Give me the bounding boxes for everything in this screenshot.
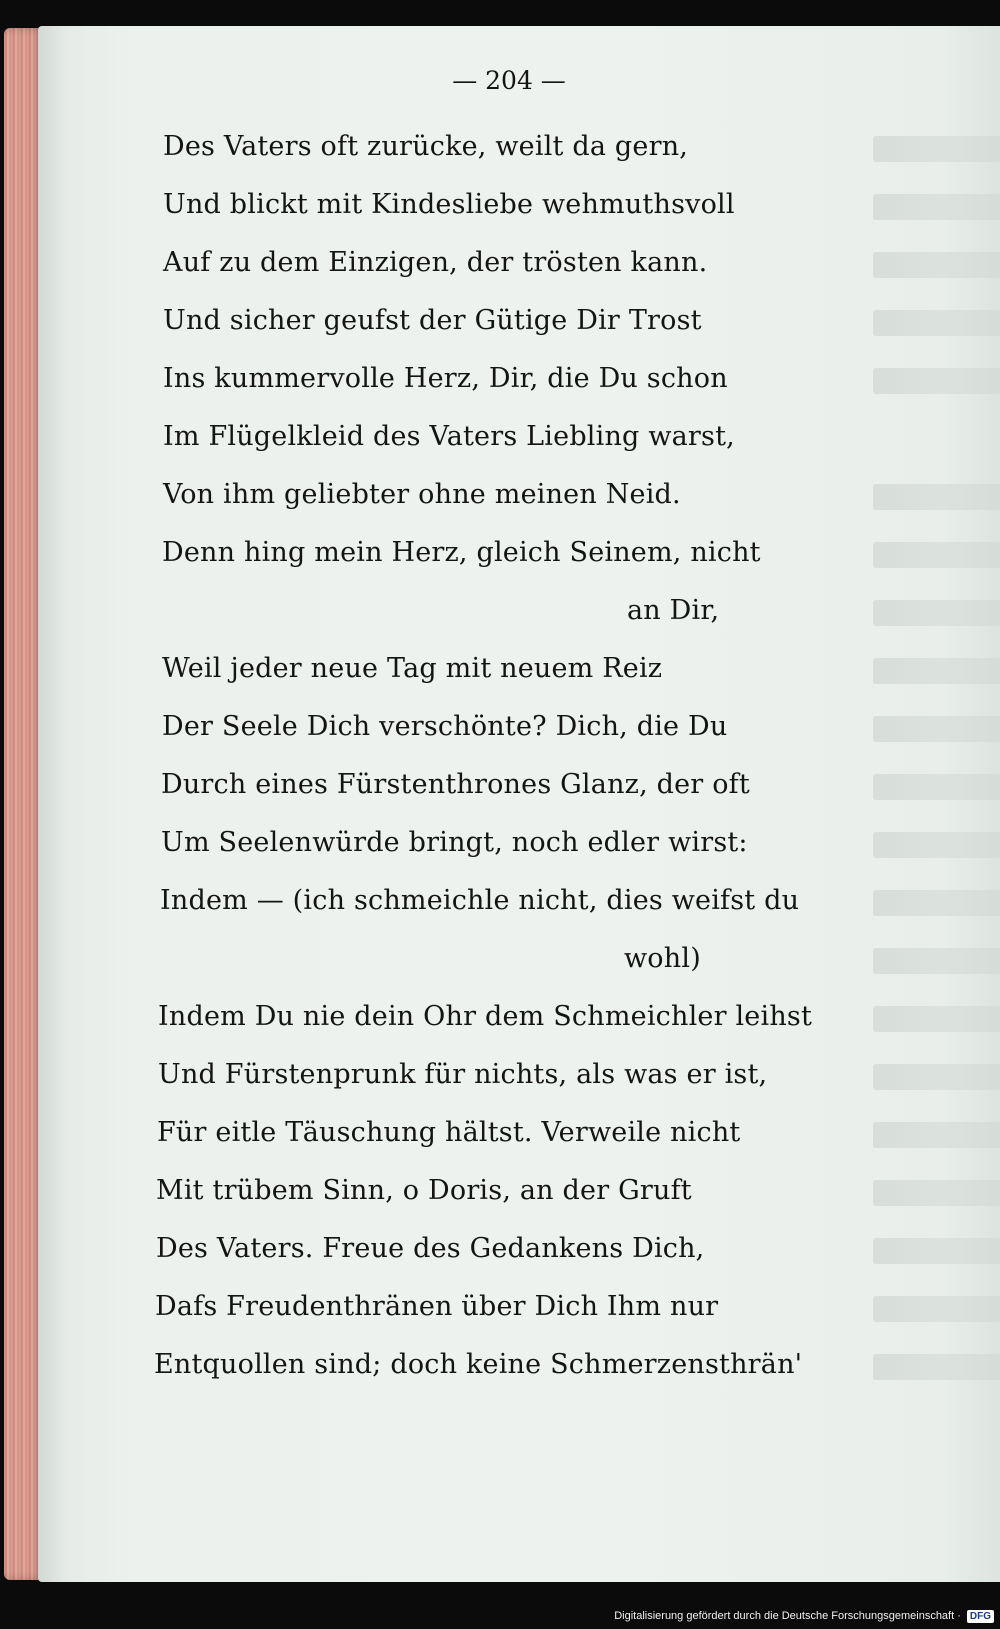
text-line: Des Vaters. Freue des Gedankens Dich, — [156, 1233, 705, 1264]
text-line: Und sicher geufst der Gütige Dir Trost — [163, 305, 702, 336]
text-line-continuation: wohl) — [624, 943, 701, 974]
text-line: Von ihm geliebter ohne meinen Neid. — [163, 479, 681, 510]
text-line: Der Seele Dich verschönte? Dich, die Du — [162, 711, 728, 742]
text-line-continuation: an Dir, — [627, 595, 720, 626]
text-line: Und blickt mit Kindesliebe wehmuthsvoll — [163, 189, 735, 220]
text-line: Des Vaters oft zurücke, weilt da gern, — [163, 131, 689, 162]
text-line: Ins kummervolle Herz, Dir, die Du schon — [163, 363, 728, 394]
text-line: Dafs Freudenthränen über Dich Ihm nur — [155, 1291, 719, 1322]
text-line: Denn hing mein Herz, gleich Seinem, nicht — [162, 537, 761, 568]
text-line: Auf zu dem Einzigen, der trösten kann. — [163, 247, 708, 278]
text-line: Im Flügelkleid des Vaters Liebling warst, — [163, 421, 735, 452]
credit-text: Digitalisierung gefördert durch die Deutsche Forschungsgemeinschaft · — [614, 1610, 961, 1622]
text-line: Entquollen sind; doch keine Schmerzensthrän' — [154, 1349, 803, 1380]
text-line: Durch eines Fürstenthrones Glanz, der oft — [161, 769, 750, 800]
text-line: Weil jeder neue Tag mit neuem Reiz — [162, 653, 663, 684]
digitization-credit — [614, 1605, 994, 1627]
dfg-logo-icon: DFG — [967, 1610, 994, 1623]
text-line: Um Seelenwürde bringt, noch edler wirst: — [161, 827, 748, 858]
page-number: — 204 — — [452, 66, 566, 95]
text-line: Indem Du nie dein Ohr dem Schmeichler leihst — [158, 1001, 813, 1032]
text-line: Und Fürstenprunk für nichts, als was er ist, — [158, 1059, 768, 1090]
text-line: Indem — (ich schmeichle nicht, dies weifst du — [160, 885, 800, 916]
text-line: Für eitle Täuschung hältst. Verweile nicht — [157, 1117, 741, 1148]
text-line: Mit trübem Sinn, o Doris, an der Gruft — [156, 1175, 692, 1206]
